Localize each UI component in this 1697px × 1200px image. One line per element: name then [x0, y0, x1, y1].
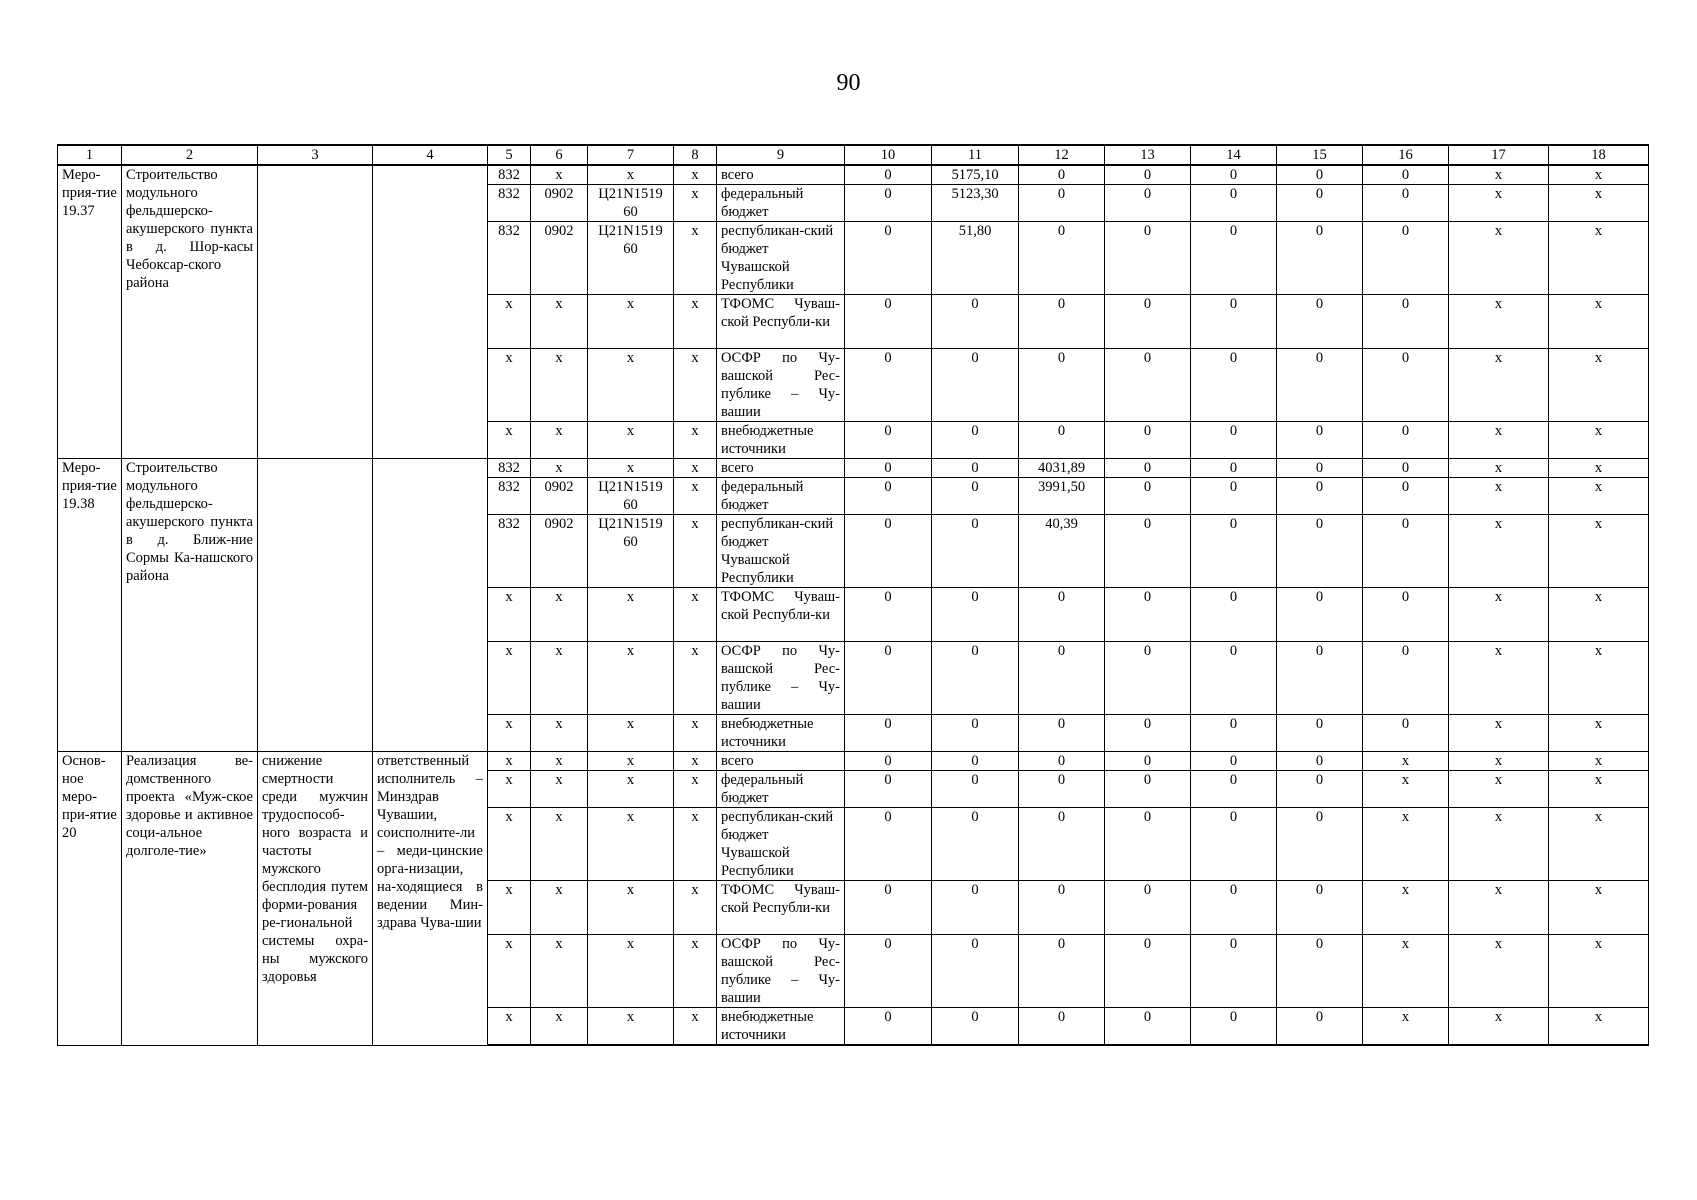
value-cell: 0: [1363, 588, 1449, 642]
section-code-cell: x: [531, 1008, 588, 1046]
value-cell: 0: [1363, 295, 1449, 349]
value-cell: 0: [845, 1008, 932, 1046]
grbs-code-cell: x: [488, 881, 531, 935]
value-cell: 0: [1277, 478, 1363, 515]
value-cell: 0: [932, 881, 1019, 935]
value-cell: 0: [1105, 588, 1191, 642]
funding-source-cell: всего: [717, 165, 845, 185]
expected-result-cell: снижение смертности среди мужчин трудоспособ-ного возраста и частоты мужского бесплодия путем форми-рования ре-гиональной системы охра-ны мужского здоровья: [258, 752, 373, 1046]
column-header-16: 16: [1363, 145, 1449, 165]
column-header-7: 7: [588, 145, 674, 165]
grbs-code-cell: 832: [488, 515, 531, 588]
target-article-cell: Ц21N1519 60: [588, 222, 674, 295]
section-code-cell: x: [531, 295, 588, 349]
value-cell: 0: [932, 515, 1019, 588]
value-cell: 0: [1191, 222, 1277, 295]
value-cell: 51,80: [932, 222, 1019, 295]
value-cell: 0: [1105, 715, 1191, 752]
value-cell: 0: [1277, 422, 1363, 459]
value-cell: x: [1363, 752, 1449, 771]
value-cell: 0: [1363, 642, 1449, 715]
value-cell: 0: [1191, 771, 1277, 808]
grbs-code-cell: 832: [488, 478, 531, 515]
expense-type-cell: x: [674, 515, 717, 588]
funding-source-cell: ТФОМС Чуваш-ской Республи-ки: [717, 881, 845, 935]
value-cell: 0: [845, 752, 932, 771]
value-cell: 0: [845, 185, 932, 222]
funding-source-cell: ТФОМС Чуваш-ской Республи-ки: [717, 588, 845, 642]
funding-source-cell: ТФОМС Чуваш-ской Республи-ки: [717, 295, 845, 349]
grbs-code-cell: x: [488, 295, 531, 349]
value-cell: 0: [932, 478, 1019, 515]
value-cell: 0: [1277, 588, 1363, 642]
value-cell: x: [1449, 185, 1549, 222]
target-article-cell: x: [588, 295, 674, 349]
expense-type-cell: x: [674, 715, 717, 752]
value-cell: 0: [845, 642, 932, 715]
expense-type-cell: x: [674, 295, 717, 349]
value-cell: x: [1449, 165, 1549, 185]
column-header-18: 18: [1549, 145, 1649, 165]
value-cell: 0: [1019, 165, 1105, 185]
value-cell: x: [1363, 771, 1449, 808]
value-cell: 0: [1277, 515, 1363, 588]
value-cell: 0: [1105, 881, 1191, 935]
value-cell: 0: [1191, 752, 1277, 771]
expense-type-cell: x: [674, 222, 717, 295]
expense-type-cell: x: [674, 349, 717, 422]
value-cell: x: [1449, 349, 1549, 422]
section-code-cell: x: [531, 349, 588, 422]
value-cell: x: [1449, 771, 1549, 808]
section-code-cell: 0902: [531, 515, 588, 588]
table-row: [58, 459, 1649, 478]
expense-type-cell: x: [674, 422, 717, 459]
value-cell: 0: [1191, 935, 1277, 1008]
measure-name-cell: Реализация ве-домственного проекта «Муж-ское здоровье и активное соци-альное долголе-тие»: [122, 752, 258, 1046]
expense-type-cell: x: [674, 588, 717, 642]
value-cell: x: [1449, 515, 1549, 588]
value-cell: 0: [1277, 752, 1363, 771]
value-cell: 0: [1019, 771, 1105, 808]
target-article-cell: x: [588, 1008, 674, 1046]
value-cell: 0: [845, 771, 932, 808]
expense-type-cell: x: [674, 642, 717, 715]
grbs-code-cell: 832: [488, 222, 531, 295]
expense-type-cell: x: [674, 165, 717, 185]
expense-type-cell: x: [674, 478, 717, 515]
measure-id-cell: Меро-прия-тие 19.38: [58, 459, 122, 752]
value-cell: 0: [1019, 808, 1105, 881]
value-cell: 0: [1105, 295, 1191, 349]
funding-source-cell: республикан-ский бюджет Чувашской Республики: [717, 515, 845, 588]
section-code-cell: x: [531, 808, 588, 881]
value-cell: x: [1549, 715, 1649, 752]
expense-type-cell: x: [674, 1008, 717, 1046]
value-cell: 0: [1019, 422, 1105, 459]
target-article-cell: x: [588, 349, 674, 422]
value-cell: x: [1449, 222, 1549, 295]
value-cell: 0: [1019, 295, 1105, 349]
grbs-code-cell: 832: [488, 459, 531, 478]
value-cell: 0: [845, 715, 932, 752]
target-article-cell: x: [588, 642, 674, 715]
column-header-13: 13: [1105, 145, 1191, 165]
value-cell: 0: [1105, 349, 1191, 422]
value-cell: 0: [1191, 185, 1277, 222]
value-cell: 0: [932, 349, 1019, 422]
value-cell: x: [1549, 935, 1649, 1008]
target-article-cell: x: [588, 588, 674, 642]
funding-source-cell: внебюджетные источники: [717, 422, 845, 459]
section-code-cell: x: [531, 588, 588, 642]
value-cell: 0: [1363, 165, 1449, 185]
grbs-code-cell: 832: [488, 185, 531, 222]
value-cell: 0: [1363, 185, 1449, 222]
value-cell: 5123,30: [932, 185, 1019, 222]
target-article-cell: x: [588, 422, 674, 459]
section-code-cell: 0902: [531, 478, 588, 515]
value-cell: x: [1549, 165, 1649, 185]
value-cell: x: [1449, 935, 1549, 1008]
value-cell: 0: [845, 459, 932, 478]
grbs-code-cell: x: [488, 1008, 531, 1046]
section-code-cell: x: [531, 715, 588, 752]
value-cell: 0: [1191, 422, 1277, 459]
value-cell: 0: [845, 515, 932, 588]
value-cell: 0: [1191, 165, 1277, 185]
value-cell: 0: [1277, 295, 1363, 349]
section-code-cell: x: [531, 642, 588, 715]
column-header-10: 10: [845, 145, 932, 165]
value-cell: 0: [1277, 1008, 1363, 1046]
value-cell: 0: [1363, 349, 1449, 422]
value-cell: 0: [1277, 642, 1363, 715]
target-article-cell: x: [588, 459, 674, 478]
value-cell: 0: [932, 715, 1019, 752]
section-code-cell: x: [531, 422, 588, 459]
value-cell: 0: [1105, 515, 1191, 588]
value-cell: 0: [1191, 881, 1277, 935]
target-article-cell: x: [588, 808, 674, 881]
value-cell: 0: [845, 295, 932, 349]
value-cell: 0: [932, 771, 1019, 808]
value-cell: 0: [1019, 588, 1105, 642]
target-article-cell: Ц21N1519 60: [588, 515, 674, 588]
value-cell: x: [1549, 752, 1649, 771]
expense-type-cell: x: [674, 459, 717, 478]
value-cell: 0: [932, 295, 1019, 349]
value-cell: 0: [1019, 222, 1105, 295]
column-header-14: 14: [1191, 145, 1277, 165]
grbs-code-cell: x: [488, 771, 531, 808]
grbs-code-cell: 832: [488, 165, 531, 185]
value-cell: x: [1363, 1008, 1449, 1046]
value-cell: 0: [1105, 1008, 1191, 1046]
value-cell: x: [1549, 771, 1649, 808]
value-cell: 0: [845, 349, 932, 422]
target-article-cell: x: [588, 715, 674, 752]
executor-cell: [373, 165, 488, 459]
table-row: [58, 165, 1649, 185]
value-cell: x: [1449, 642, 1549, 715]
measure-name-cell: Строительство модульного фельдшерско-акушерского пункта в д. Шор-касы Чебоксар-ского района: [122, 165, 258, 459]
value-cell: x: [1449, 459, 1549, 478]
funding-source-cell: внебюджетные источники: [717, 1008, 845, 1046]
value-cell: 0: [1277, 881, 1363, 935]
target-article-cell: x: [588, 881, 674, 935]
value-cell: 0: [1191, 808, 1277, 881]
value-cell: 0: [1191, 349, 1277, 422]
value-cell: x: [1549, 185, 1649, 222]
page-number: 90: [836, 70, 861, 96]
target-article-cell: x: [588, 935, 674, 1008]
section-code-cell: x: [531, 165, 588, 185]
column-header-6: 6: [531, 145, 588, 165]
header-row: [58, 145, 1649, 165]
section-code-cell: x: [531, 771, 588, 808]
value-cell: 0: [1363, 459, 1449, 478]
column-header-9: 9: [717, 145, 845, 165]
funding-source-cell: внебюджетные источники: [717, 715, 845, 752]
executor-cell: [373, 459, 488, 752]
grbs-code-cell: x: [488, 642, 531, 715]
value-cell: x: [1449, 422, 1549, 459]
funding-source-cell: ОСФР по Чу-вашской Рес-публике – Чу-вашии: [717, 349, 845, 422]
value-cell: 0: [932, 935, 1019, 1008]
funding-source-cell: всего: [717, 459, 845, 478]
measure-id-cell: Основ-ное меро-при-ятие 20: [58, 752, 122, 1046]
section-code-cell: x: [531, 459, 588, 478]
value-cell: x: [1549, 422, 1649, 459]
executor-cell: ответственный исполнитель – Минздрав Чувашии, соисполните-ли – меди-цинские орга-низации, на-ходящиеся в ведении Мин-здрава Чува-шии: [373, 752, 488, 1046]
value-cell: 0: [845, 422, 932, 459]
value-cell: 0: [932, 808, 1019, 881]
value-cell: 0: [1191, 515, 1277, 588]
column-header-5: 5: [488, 145, 531, 165]
value-cell: x: [1549, 459, 1649, 478]
column-header-2: 2: [122, 145, 258, 165]
target-article-cell: Ц21N1519 60: [588, 478, 674, 515]
value-cell: x: [1363, 808, 1449, 881]
expense-type-cell: x: [674, 771, 717, 808]
value-cell: 0: [845, 808, 932, 881]
section-code-cell: x: [531, 881, 588, 935]
funding-source-cell: республикан-ский бюджет Чувашской Республики: [717, 222, 845, 295]
value-cell: 3991,50: [1019, 478, 1105, 515]
value-cell: 0: [1105, 459, 1191, 478]
expense-type-cell: x: [674, 881, 717, 935]
section-code-cell: 0902: [531, 185, 588, 222]
value-cell: 0: [1105, 478, 1191, 515]
value-cell: x: [1449, 752, 1549, 771]
grbs-code-cell: x: [488, 422, 531, 459]
value-cell: 0: [845, 222, 932, 295]
value-cell: 0: [932, 642, 1019, 715]
value-cell: 0: [1105, 185, 1191, 222]
value-cell: 0: [845, 935, 932, 1008]
funding-source-cell: федеральный бюджет: [717, 478, 845, 515]
value-cell: 0: [1277, 808, 1363, 881]
value-cell: 0: [932, 422, 1019, 459]
value-cell: 0: [845, 165, 932, 185]
section-code-cell: 0902: [531, 222, 588, 295]
expected-result-cell: [258, 459, 373, 752]
grbs-code-cell: x: [488, 752, 531, 771]
expense-type-cell: x: [674, 752, 717, 771]
value-cell: 0: [845, 478, 932, 515]
value-cell: 0: [1277, 935, 1363, 1008]
value-cell: x: [1449, 881, 1549, 935]
value-cell: 0: [1019, 642, 1105, 715]
value-cell: x: [1449, 1008, 1549, 1046]
value-cell: 0: [932, 459, 1019, 478]
value-cell: 0: [1191, 295, 1277, 349]
expense-type-cell: x: [674, 808, 717, 881]
section-code-cell: x: [531, 752, 588, 771]
value-cell: 0: [1277, 165, 1363, 185]
value-cell: x: [1449, 808, 1549, 881]
value-cell: 0: [1363, 422, 1449, 459]
value-cell: x: [1549, 515, 1649, 588]
value-cell: 0: [1019, 752, 1105, 771]
value-cell: 0: [1277, 185, 1363, 222]
value-cell: 0: [1277, 349, 1363, 422]
expense-type-cell: x: [674, 935, 717, 1008]
value-cell: 0: [1105, 642, 1191, 715]
value-cell: x: [1363, 935, 1449, 1008]
value-cell: x: [1449, 295, 1549, 349]
value-cell: 0: [1019, 935, 1105, 1008]
target-article-cell: x: [588, 752, 674, 771]
value-cell: x: [1549, 295, 1649, 349]
column-header-1: 1: [58, 145, 122, 165]
value-cell: 0: [1019, 881, 1105, 935]
value-cell: 0: [1019, 349, 1105, 422]
value-cell: 0: [932, 1008, 1019, 1046]
measure-id-cell: Меро-прия-тие 19.37: [58, 165, 122, 459]
funding-source-cell: ОСФР по Чу-вашской Рес-публике – Чу-вашии: [717, 642, 845, 715]
grbs-code-cell: x: [488, 588, 531, 642]
value-cell: 0: [1191, 459, 1277, 478]
funding-source-cell: всего: [717, 752, 845, 771]
value-cell: 0: [1277, 771, 1363, 808]
funding-source-cell: республикан-ский бюджет Чувашской Республики: [717, 808, 845, 881]
value-cell: x: [1449, 715, 1549, 752]
budget-table: [57, 144, 1649, 1046]
expense-type-cell: x: [674, 185, 717, 222]
grbs-code-cell: x: [488, 715, 531, 752]
section-code-cell: x: [531, 935, 588, 1008]
value-cell: 0: [845, 588, 932, 642]
value-cell: x: [1549, 349, 1649, 422]
value-cell: 0: [1191, 478, 1277, 515]
table-row: [58, 752, 1649, 771]
value-cell: x: [1449, 588, 1549, 642]
value-cell: 0: [932, 752, 1019, 771]
value-cell: 0: [1191, 642, 1277, 715]
value-cell: x: [1549, 808, 1649, 881]
value-cell: 0: [1363, 715, 1449, 752]
value-cell: x: [1549, 881, 1649, 935]
value-cell: 0: [1363, 478, 1449, 515]
target-article-cell: x: [588, 771, 674, 808]
value-cell: x: [1363, 881, 1449, 935]
column-header-4: 4: [373, 145, 488, 165]
value-cell: 0: [1019, 1008, 1105, 1046]
funding-source-cell: федеральный бюджет: [717, 771, 845, 808]
value-cell: 0: [1191, 588, 1277, 642]
value-cell: 0: [1105, 165, 1191, 185]
funding-source-cell: ОСФР по Чу-вашской Рес-публике – Чу-вашии: [717, 935, 845, 1008]
value-cell: 0: [932, 588, 1019, 642]
grbs-code-cell: x: [488, 808, 531, 881]
value-cell: x: [1549, 642, 1649, 715]
value-cell: 0: [1191, 715, 1277, 752]
value-cell: x: [1549, 222, 1649, 295]
measure-name-cell: Строительство модульного фельдшерско-акушерского пункта в д. Ближ-ние Сормы Ка-нашского района: [122, 459, 258, 752]
column-header-12: 12: [1019, 145, 1105, 165]
value-cell: x: [1549, 1008, 1649, 1046]
value-cell: 0: [1277, 715, 1363, 752]
grbs-code-cell: x: [488, 935, 531, 1008]
column-header-11: 11: [932, 145, 1019, 165]
value-cell: x: [1549, 478, 1649, 515]
value-cell: 0: [1363, 222, 1449, 295]
value-cell: x: [1549, 588, 1649, 642]
value-cell: 40,39: [1019, 515, 1105, 588]
value-cell: 0: [1277, 459, 1363, 478]
value-cell: 0: [1105, 935, 1191, 1008]
target-article-cell: x: [588, 165, 674, 185]
value-cell: 0: [1363, 515, 1449, 588]
value-cell: 0: [1191, 1008, 1277, 1046]
value-cell: x: [1449, 478, 1549, 515]
column-header-3: 3: [258, 145, 373, 165]
value-cell: 0: [1105, 422, 1191, 459]
target-article-cell: Ц21N1519 60: [588, 185, 674, 222]
value-cell: 0: [1105, 771, 1191, 808]
funding-source-cell: федеральный бюджет: [717, 185, 845, 222]
value-cell: 0: [1105, 808, 1191, 881]
value-cell: 0: [1105, 752, 1191, 771]
column-header-8: 8: [674, 145, 717, 165]
grbs-code-cell: x: [488, 349, 531, 422]
value-cell: 4031,89: [1019, 459, 1105, 478]
value-cell: 0: [845, 881, 932, 935]
expected-result-cell: [258, 165, 373, 459]
value-cell: 0: [1019, 185, 1105, 222]
value-cell: 0: [1019, 715, 1105, 752]
column-header-15: 15: [1277, 145, 1363, 165]
value-cell: 0: [1277, 222, 1363, 295]
column-header-17: 17: [1449, 145, 1549, 165]
value-cell: 0: [1105, 222, 1191, 295]
value-cell: 5175,10: [932, 165, 1019, 185]
